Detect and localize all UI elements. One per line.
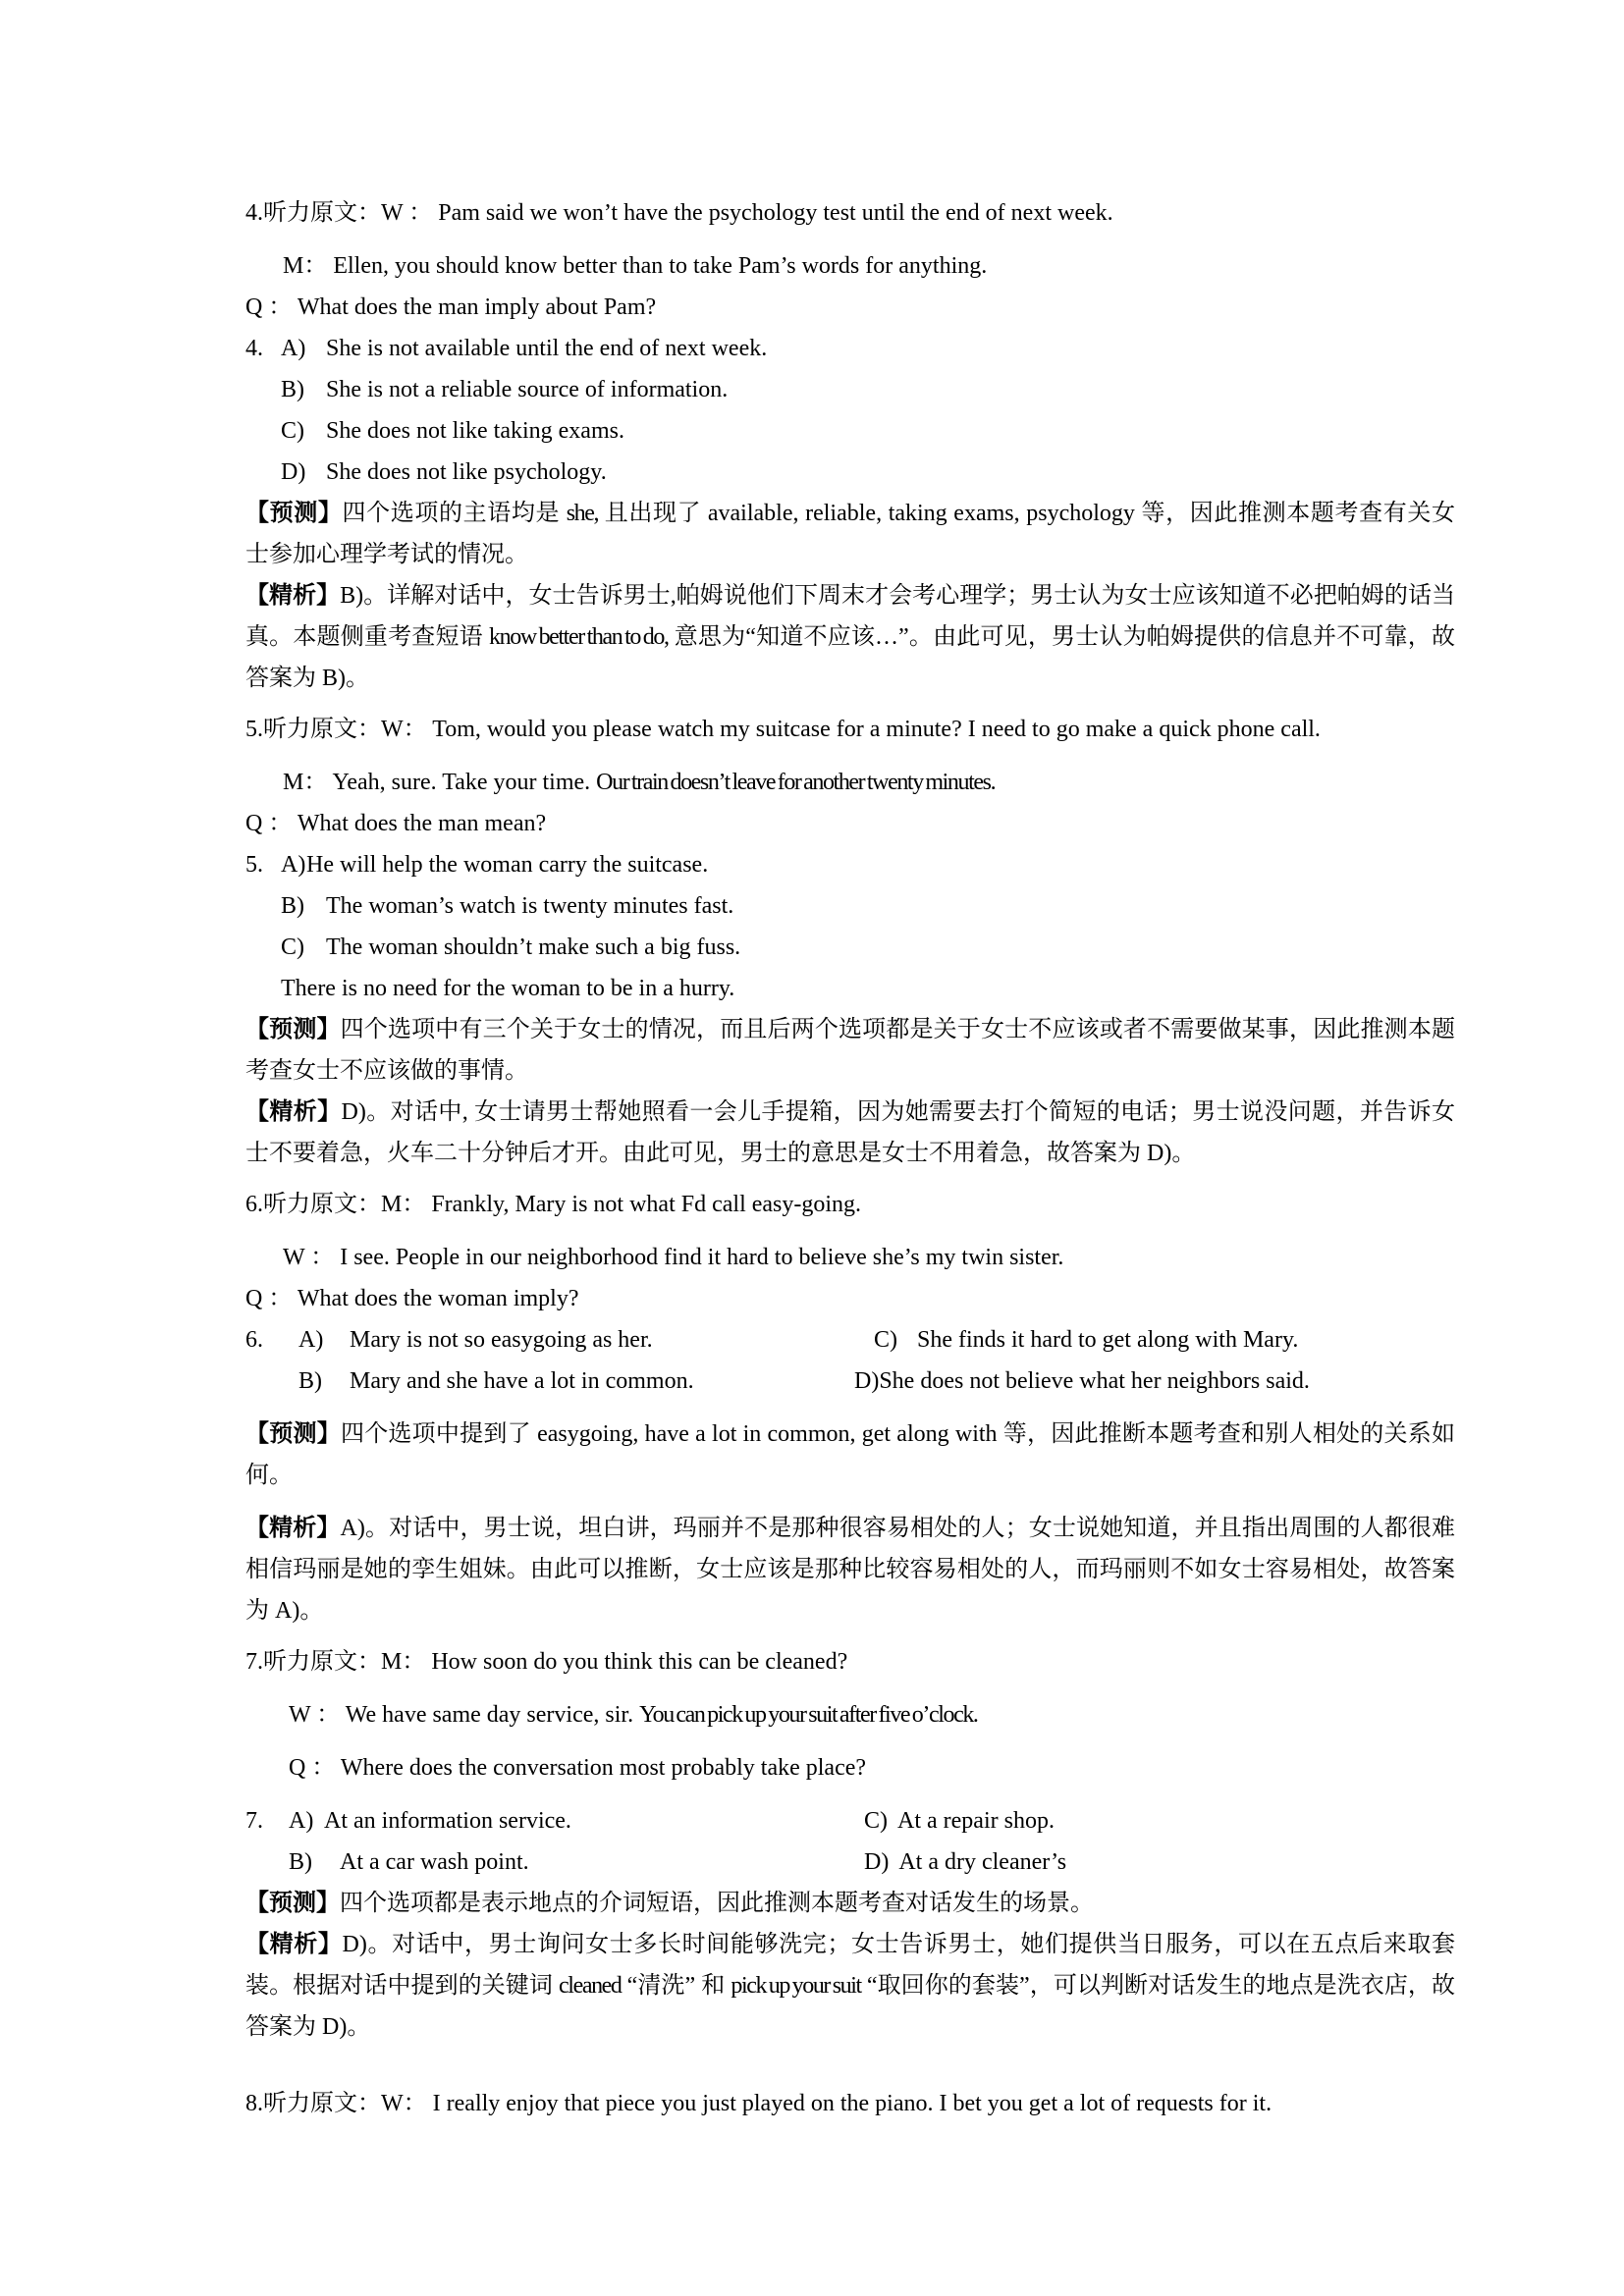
question-block-8 [245, 2083, 1455, 2124]
analysis-label: 【精析】 [245, 1099, 342, 1125]
option-letter: C) [281, 418, 304, 444]
prediction-paragraph [245, 1414, 1455, 1496]
prediction-text: 四个选项都是表示地点的介词短语，因此推测本题考查对话发生的场景。 [340, 1891, 1094, 1916]
transcript-line-m: 6.听力原文：M： Frankly, Mary is not what Fd call easy-going. [245, 1192, 862, 1217]
option-letter: A) [289, 1808, 314, 1834]
transcript-line-w: 8.听力原文：W： I really enjoy that piece you just played on the piano. I bet you get a lot of requests for it. [245, 2091, 1272, 2116]
prediction-text: 四个选项中提到了 easygoing, have a lot in common, get along with 等，因此推断本题考查和别人相处的关系如何。 [245, 1421, 1456, 1488]
option-letter: D) [854, 1368, 880, 1394]
transcript-line-w: 5.听力原文：W： Tom, would you please watch my suitcase for a minute? I need to go make a quick phone call. [245, 717, 1321, 742]
prediction-label: 【预测】 [245, 1017, 341, 1042]
dialogue-line-m: M： Ellen, you should know better than to take Pam’s words for anything. [283, 253, 988, 279]
option-text: She does not believe what her neighbors said. [879, 1368, 1310, 1394]
option-letter: B) [281, 377, 304, 402]
question-line: Q ： What does the man imply about Pam? [245, 294, 657, 320]
option-text: She is not available until the end of next week. [326, 336, 768, 361]
analysis-text: “清洗” 和 [621, 1973, 731, 1999]
option-text: Mary and she have a lot in common. [350, 1368, 694, 1394]
option-number: 5. [245, 852, 263, 878]
option-letter: D) [864, 1849, 890, 1875]
option-row-ac [245, 1800, 1455, 1842]
prediction-text: 四个选项中有三个关于女士的情况，而且后两个选项都是关于女士不应该或者不需要做某事，因此推测本题考查女士不应该做的事情。 [245, 1017, 1455, 1084]
dialogue-text-condensed: Our train doesn’t leave for another twenty minutes. [596, 770, 996, 795]
question-line: Q ： Where does the conversation most probably take place? [289, 1755, 867, 1781]
option-letter: A) [298, 1327, 324, 1353]
option-number [245, 1361, 298, 1402]
option-c [864, 1800, 1455, 1842]
dialogue-line-m [245, 762, 1455, 803]
dialogue-text: W ： We have same day service, sir. [289, 1702, 640, 1728]
prediction-text: 四个选项的主语均是 [342, 501, 567, 526]
question-block-4 [245, 192, 1455, 699]
analysis-text: D)。对话中, 女士请男士帮她照看一会儿手提箱，因为她需要去打个简短的电话；男士说没问题，并告诉女士不要着急，火车二十分钟后才开。由此可见，男士的意思是女士不用着急，故答案为 D)。 [245, 1099, 1455, 1166]
question-block-6 [245, 1184, 1455, 1631]
prediction-label: 【预测】 [245, 501, 343, 526]
option-text: She does not like taking exams. [326, 418, 624, 444]
analysis-text: 意思为“知道不应该…”。由此可见，男士认为帕姆提供的信息并不可靠，故答案为 B)。 [245, 624, 1455, 691]
prediction-paragraph [245, 493, 1455, 575]
option-letter: D) [281, 459, 306, 485]
option-letter: B) [298, 1368, 322, 1394]
option-a [289, 1800, 864, 1842]
analysis-keyword: pick up your suit [731, 1973, 861, 1999]
dialogue-text-condensed: You can pick up your suit after five o’clock. [639, 1702, 978, 1728]
question-block-7 [245, 1641, 1455, 2048]
option-number [245, 1842, 289, 1883]
option-a [298, 1319, 854, 1361]
analysis-text: “取回你的套装”，可以判断对话发生的地点是洗衣店，故答案为 D)。 [245, 1973, 1456, 2040]
analysis-label: 【精析】 [245, 1932, 343, 1957]
prediction-label: 【预测】 [245, 1891, 340, 1916]
option-text: At a dry cleaner’s [898, 1849, 1067, 1875]
option-text: He will help the woman carry the suitcase. [306, 852, 709, 878]
analysis-keyword: cleaned [559, 1973, 622, 1999]
question-line: Q ： What does the woman imply? [245, 1286, 579, 1311]
analysis-paragraph [245, 1092, 1455, 1174]
prediction-label: 【预测】 [245, 1421, 341, 1447]
option-letter: There is no need for the woman to be in a hurry. [281, 976, 735, 1001]
prediction-keyword: she, [566, 501, 599, 526]
question-block-5 [245, 709, 1455, 1174]
option-row-c [245, 410, 1455, 452]
option-row-a [245, 328, 1455, 369]
dialogue-text: M： Yeah, sure. Take your time. [283, 770, 597, 795]
option-row-d [245, 452, 1455, 493]
option-text: At a car wash point. [340, 1849, 529, 1875]
prediction-paragraph [245, 1009, 1455, 1092]
transcript-line-m: 7.听力原文：M： How soon do you think this can be cleaned? [245, 1649, 848, 1675]
option-text: She finds it hard to get along with Mary. [917, 1327, 1299, 1353]
option-text: Mary is not so easygoing as her. [350, 1327, 653, 1353]
analysis-label: 【精析】 [245, 1516, 341, 1541]
option-text: At a repair shop. [897, 1808, 1055, 1834]
question-line: Q ： What does the man mean? [245, 811, 547, 836]
option-row-bd [245, 1361, 1455, 1402]
analysis-label: 【精析】 [245, 583, 341, 609]
option-d [854, 1361, 1455, 1402]
option-letter: C) [874, 1327, 897, 1353]
option-number: 6. [245, 1327, 263, 1353]
option-letter: A) [281, 336, 306, 361]
analysis-paragraph [245, 575, 1455, 699]
prediction-paragraph [245, 1883, 1455, 1924]
dialogue-line-w: W ： I see. People in our neighborhood find it hard to believe she’s my twin sister. [283, 1245, 1064, 1270]
dialogue-line-w [245, 1694, 1455, 1735]
option-letter: B) [289, 1849, 312, 1875]
option-text: The woman shouldn’t make such a big fuss. [326, 934, 741, 960]
option-number: 4. [245, 336, 263, 361]
option-text: The woman’s watch is twenty minutes fast. [326, 893, 734, 919]
option-letter: C) [281, 934, 304, 960]
analysis-text: A)。对话中，男士说，坦白讲，玛丽并不是那种很容易相处的人；女士说她知道，并且指出周围的人都很难相信玛丽是她的孪生姐妹。由此可以推断，女士应该是那种比较容易相处的人，而玛丽则不如女士容易相处，故答案为 A)。 [245, 1516, 1456, 1624]
prediction-text: 且出现了 available, reliable, taking exams, psychology 等，因此推测本题考查有关女士参加心理学考试的情况。 [245, 501, 1456, 567]
transcript-line-w: 4.听力原文：W ： Pam said we won’t have the psychology test until the end of next week. [245, 200, 1113, 226]
option-text: At an information service. [324, 1808, 571, 1834]
option-b [289, 1842, 864, 1883]
option-number: 7. [245, 1808, 263, 1834]
option-row-bd [245, 1842, 1455, 1883]
option-text: She is not a reliable source of information. [326, 377, 729, 402]
analysis-text: B)。详解对话中，女士告诉男士,帕姆说他们下周末才会考心理学；男士认为女士应该知道不必把帕姆的话当真。本题侧重考查短语 [245, 583, 1456, 650]
option-row-ac [245, 1319, 1455, 1361]
option-d [864, 1842, 1455, 1883]
analysis-keyword: know better than to do, [489, 624, 669, 650]
option-row-b [245, 885, 1455, 927]
option-row-b [245, 369, 1455, 410]
option-letter: B) [281, 893, 304, 919]
option-row-c [245, 927, 1455, 968]
analysis-paragraph [245, 1924, 1455, 2048]
option-row-d [245, 968, 1455, 1009]
option-text: She does not like psychology. [326, 459, 607, 485]
option-letter: C) [864, 1808, 888, 1834]
analysis-text: D)。对话中，男士询问女士多长时间能够洗完；女士告诉男士，她们提供当日服务，可以在五点后来取套装。根据对话中提到的关键词 [245, 1932, 1456, 1999]
option-row-a [245, 844, 1455, 885]
option-c [854, 1319, 1455, 1361]
option-b [298, 1361, 854, 1402]
analysis-paragraph [245, 1508, 1455, 1631]
option-letter: A) [281, 852, 306, 878]
